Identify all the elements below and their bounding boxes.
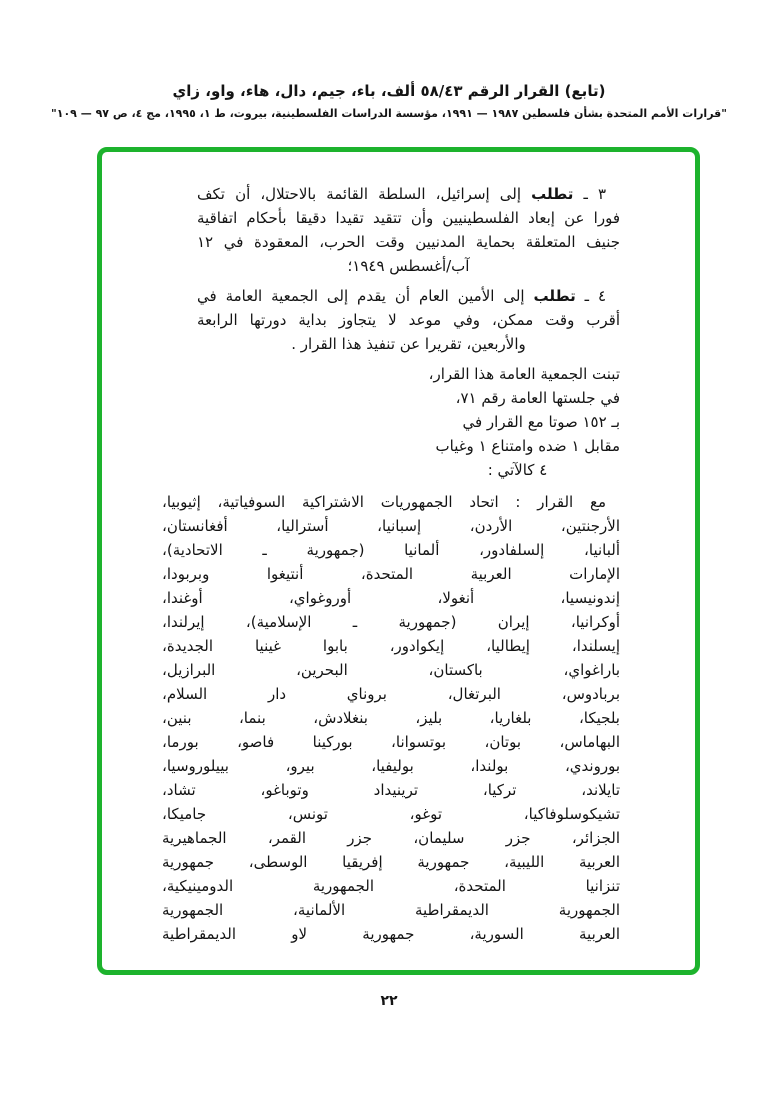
text-line: بلجيكا، بلغاريا، بليز، بنغلادش، بنما، بنين،: [162, 709, 620, 727]
text-line: [197, 284, 620, 308]
text-line: إيسلندا، إيطاليا، إيكوادور، بابوا غينيا الجديدة،: [162, 637, 620, 655]
text-line: أوكرانيا، إيران (جمهورية ـ الإسلامية)، إيرلندا،: [162, 613, 620, 631]
document-title: (تابع) القرار الرقم ٥٨/٤٣ ألف، باء، جيم، دال، هاء، واو، زاي: [172, 82, 606, 100]
source-citation: "قرارات الأمم المتحدة بشأن فلسطين ١٩٨٧ — ١٩٩١، مؤسسة الدراسات الفلسطينية، بيروت، ط ١، ١٩٩٥، مج ٤، ص ٩٧ — ١٠٩": [51, 107, 727, 120]
text-line: تنزانيا المتحدة، الجمهورية الدومينيكية،: [162, 877, 620, 895]
text-line: [197, 182, 620, 206]
paragraph-4: [197, 284, 620, 356]
page-number: ٢٢: [380, 993, 398, 1009]
text-line: جنيف المتعلقة بحماية المدنيين وقت الحرب، المعقودة في ١٢: [197, 233, 620, 251]
text-line: الأرجنتين، الأردن، إسبانيا، أستراليا، أفغانستان،: [162, 517, 620, 535]
paragraph-number: ٣ ـ: [573, 185, 606, 203]
text-line: الإمارات العربية المتحدة، أنتيغوا وبربودا،: [162, 565, 620, 583]
text-line: مع القرار : اتحاد الجمهوريات الاشتراكية السوفياتية، إثيوبيا،: [162, 493, 606, 511]
content-frame: [97, 147, 700, 975]
text-line: آب/أغسطس ١٩٤٩؛: [347, 257, 470, 275]
page-header: [0, 82, 778, 120]
operative-verb: تطلب: [531, 185, 574, 203]
resolution-text: [162, 182, 620, 946]
paragraph-number: ٤ ـ: [575, 287, 606, 305]
text-line: تشيكوسلوفاكيا، توغو، تونس، جاميكا،: [162, 805, 620, 823]
text-run: إلى إسرائيل، السلطة القائمة بالاحتلال، أن تكف: [197, 185, 532, 203]
text-line: ألبانيا، إلسلفادور، ألمانيا (جمهورية ـ الاتحادية)،: [162, 541, 620, 559]
text-line: فورا عن إبعاد الفلسطينيين وأن تتقيد تقيدا دقيقا بأحكام اتفاقية: [197, 209, 620, 227]
text-line: باراغواي، باكستان، البحرين، البرازيل،: [162, 661, 620, 679]
text-line: بـ ١٥٢ صوتا مع القرار في: [462, 413, 620, 431]
text-line: والأربعين، تقريرا عن تنفيذ هذا القرار .: [291, 335, 526, 353]
text-line: تبنت الجمعية العامة هذا القرار،: [428, 365, 620, 383]
adoption-note: [415, 362, 620, 482]
text-line: تايلاند، تركيا، ترينيداد وتوباغو، تشاد،: [162, 781, 620, 799]
text-line: البهاماس، بوتان، بوتسوانا، بوركينا فاصو، بورما،: [162, 733, 620, 751]
text-line: العربية السورية، جمهورية لاو الديمقراطية: [162, 925, 620, 943]
text-line: بوروندي، بولندا، بوليفيا، بيرو، بييلوروسيا،: [162, 757, 620, 775]
text-line: العربية الليبية، جمهورية إفريقيا الوسطى، جمهورية: [162, 853, 620, 871]
text-line: مقابل ١ ضده وامتناع ١ وغياب: [435, 437, 620, 455]
text-line: أقرب وقت ممكن، وفي موعد لا يتجاوز بداية دورتها الرابعة: [197, 311, 620, 329]
text-line: ٤ كالآتي :: [487, 461, 548, 479]
text-line: الجمهورية الديمقراطية الألمانية، الجمهورية: [162, 901, 620, 919]
text-line: إندونيسيا، أنغولا، أوروغواي، أوغندا،: [162, 589, 620, 607]
text-line: الجزائر، جزر سليمان، جزر القمر، الجماهيرية: [162, 829, 620, 847]
text-run: إلى الأمين العام أن يقدم إلى الجمعية العامة في: [197, 287, 534, 305]
voting-countries-list: [162, 490, 620, 946]
text-line: في جلستها العامة رقم ٧١،: [455, 389, 620, 407]
operative-verb: تطلب: [533, 287, 576, 305]
paragraph-3: [197, 182, 620, 278]
text-line: بربادوس، البرتغال، بروناي دار السلام،: [162, 685, 620, 703]
